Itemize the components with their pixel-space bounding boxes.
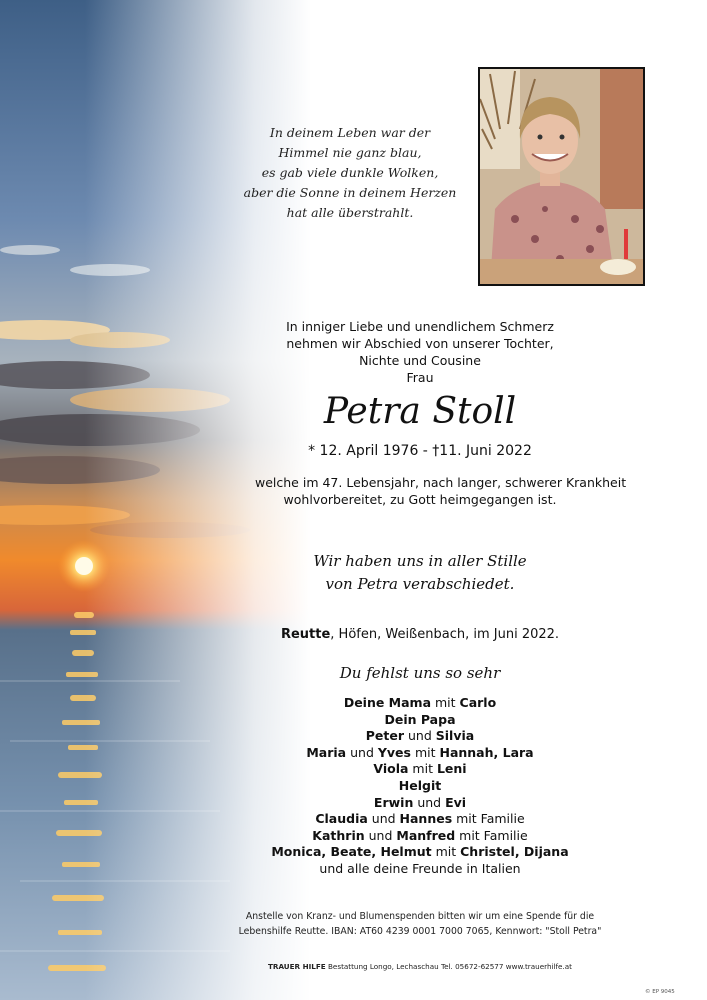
mourner-line xyxy=(270,844,570,861)
mourner-name: Leni xyxy=(436,761,467,777)
mourner-name: Erwin xyxy=(373,794,414,810)
deceased-name: Petra Stoll xyxy=(323,391,517,432)
mourner-connector: mit xyxy=(431,695,460,710)
mourner-line xyxy=(270,745,570,762)
body-line: welche im 47. Lebensjahr, nach langer, schwerer Krankheit xyxy=(255,475,627,490)
mourner-connector: und xyxy=(404,728,436,744)
mourner-name: Claudia xyxy=(315,811,368,827)
mourner-name: Hannes xyxy=(399,811,453,827)
mourner-name: Carlo xyxy=(459,695,497,710)
mourner-name: Dein Papa xyxy=(384,711,456,727)
poem-line: hat alle überstrahlt. xyxy=(286,205,414,220)
body-text xyxy=(255,474,627,508)
portrait-image xyxy=(480,69,643,284)
mourner-line xyxy=(270,828,570,845)
mourner-line xyxy=(270,728,570,745)
donation-line: Lebenshilfe Reutte. IBAN: AT60 4239 0001 7000 7065, Kennwort: "Stoll Petra" xyxy=(238,926,602,937)
farewell-line: Wir haben uns in aller Stille xyxy=(313,552,527,570)
salutation: Frau xyxy=(406,370,434,385)
farewell-line: von Petra verabschiedet. xyxy=(325,575,515,593)
mourners-list xyxy=(270,695,570,878)
poem-line: In deinem Leben war der xyxy=(269,125,431,140)
mourner-name: Maria xyxy=(306,744,347,760)
mourner-line xyxy=(270,778,570,795)
footer-text: Bestattung Longo, Lechaschau Tel. 05672-62577 www.trauerhilfe.at xyxy=(325,962,572,971)
footer-brand: TRAUER HILFE xyxy=(268,962,326,971)
mourner-line xyxy=(270,695,570,712)
farewell-text xyxy=(300,550,540,596)
poem-line: aber die Sonne in deinem Herzen xyxy=(243,185,457,200)
mourner-connector: mit Familie xyxy=(452,811,525,827)
mourner-name: Kathrin xyxy=(312,827,365,843)
mourner-connector: mit xyxy=(431,844,461,860)
mourner-line xyxy=(270,761,570,778)
portrait-photo xyxy=(478,67,645,286)
mourner-connector: und xyxy=(346,744,378,760)
donation-note xyxy=(235,909,605,939)
mourner-name: Manfred xyxy=(396,827,456,843)
mourner-connector: mit xyxy=(410,744,440,760)
mourner-name: Helgit xyxy=(398,777,442,793)
poem-line: Himmel nie ganz blau, xyxy=(278,145,422,160)
place-date xyxy=(270,627,570,642)
mourner-connector: mit xyxy=(408,761,437,777)
mourner-line xyxy=(270,712,570,729)
intro-line: nehmen wir Abschied von unserer Tochter, xyxy=(286,336,554,351)
place-rest: , Höfen, Weißenbach, im Juni 2022. xyxy=(330,627,560,642)
mourner-name: Peter xyxy=(365,728,405,744)
place-bold: Reutte xyxy=(280,627,331,642)
poem xyxy=(235,123,465,223)
mourner-name: Christel, Dijana xyxy=(460,844,569,860)
life-dates: * 12. April 1976 - †11. Juni 2022 xyxy=(308,443,532,459)
mourner-line xyxy=(270,811,570,828)
mourner-name: Silvia xyxy=(435,728,475,744)
donation-line: Anstelle von Kranz- und Blumenspenden bitten wir um eine Spende für die xyxy=(245,911,595,922)
poem-line: es gab viele dunkle Wolken, xyxy=(261,165,439,180)
mourner-line xyxy=(270,861,570,878)
mourner-connector: und alle deine Freunde in Italien xyxy=(319,860,521,876)
mourner-connector: mit Familie xyxy=(455,827,528,843)
mourner-name: Evi xyxy=(445,794,467,810)
mourner-name: Viola xyxy=(373,761,409,777)
mourner-name: Deine Mama xyxy=(343,695,432,710)
mourner-connector: und xyxy=(364,827,397,843)
mourner-connector: und xyxy=(413,794,446,810)
copyright: © EP 9045 xyxy=(645,989,675,995)
mourner-connector: und xyxy=(367,811,400,827)
intro-line: In inniger Liebe und unendlichem Schmerz xyxy=(286,319,554,334)
intro-line: Nichte und Cousine xyxy=(359,353,481,368)
mourner-name: Yves xyxy=(377,744,411,760)
intro-text xyxy=(270,318,570,369)
mourner-line xyxy=(270,795,570,812)
mourner-name: Monica, Beate, Helmut xyxy=(271,844,432,860)
footer xyxy=(255,962,585,971)
mourner-name: Hannah, Lara xyxy=(439,744,534,760)
body-line: wohlvorbereitet, zu Gott heimgegangen ist. xyxy=(283,492,557,507)
missed-text: Du fehlst uns so sehr xyxy=(339,664,501,682)
